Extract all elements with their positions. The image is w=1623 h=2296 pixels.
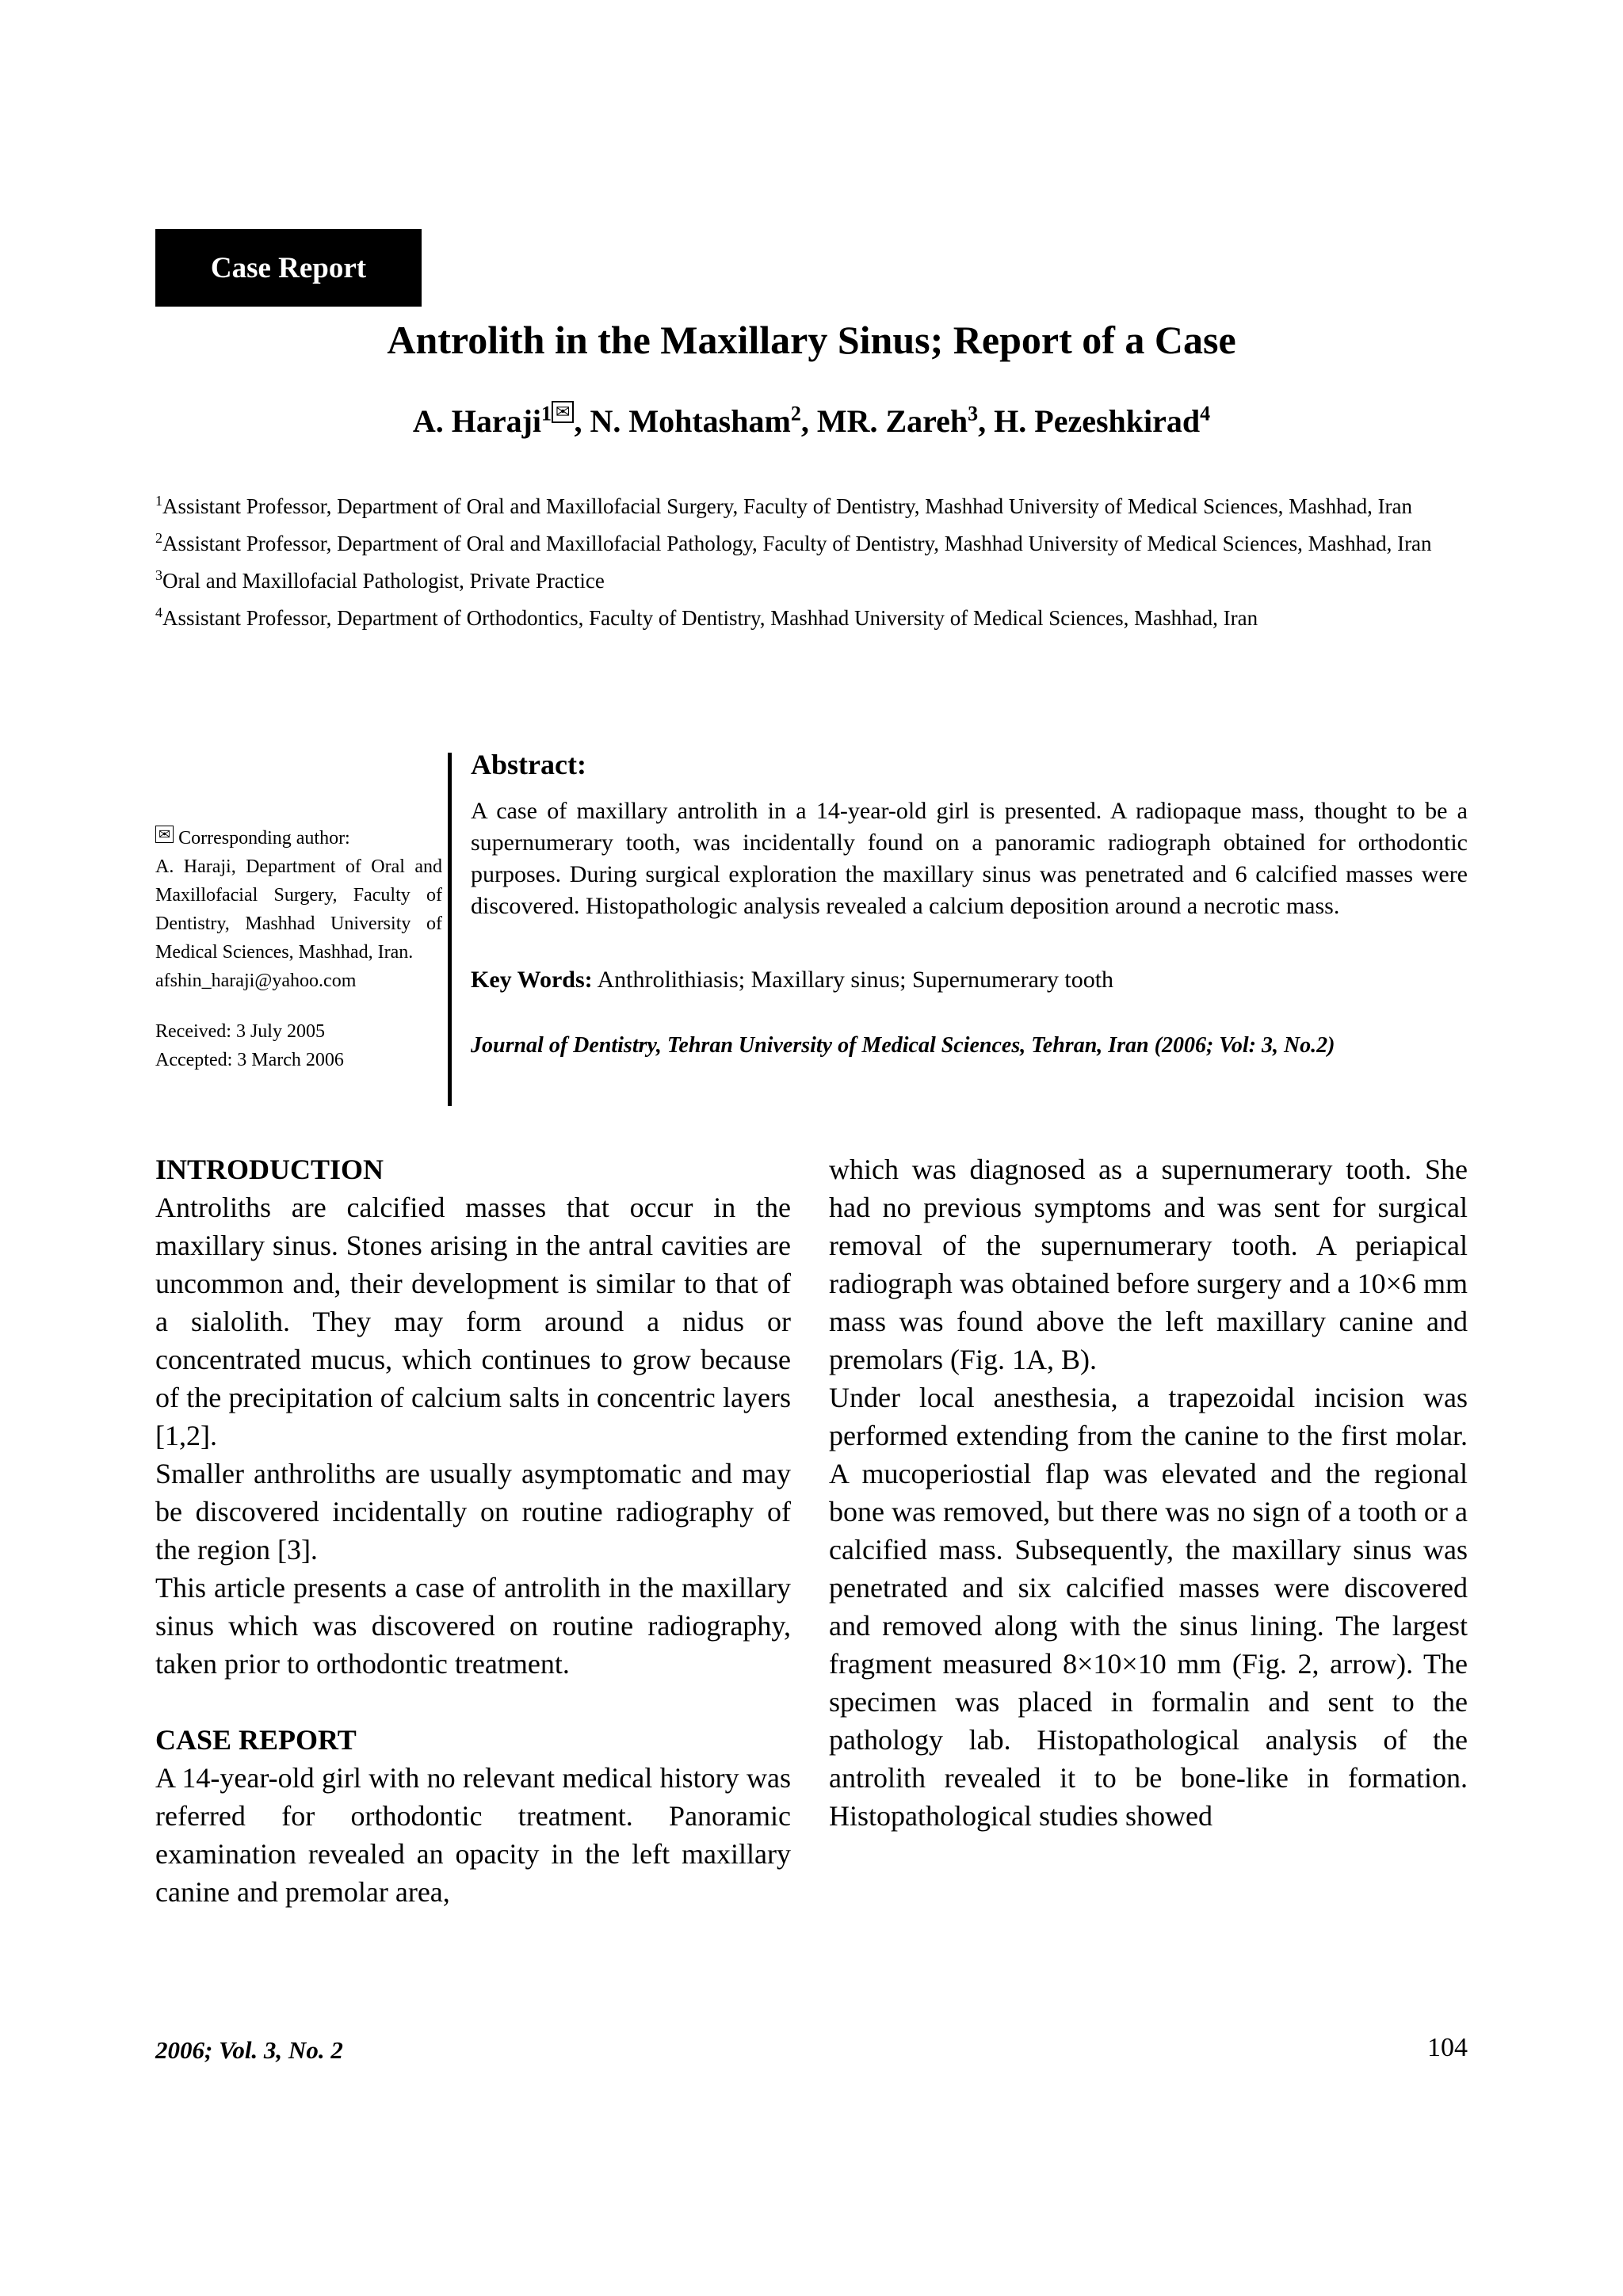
author-name: N. Mohtasham$^2$,: [590, 402, 817, 439]
journal-citation-line: Journal of Dentistry, Tehran University of Medical Sciences, Tehran, Iran (2006; Vol: 3, No.2): [471, 1033, 1335, 1058]
abstract-section: [471, 748, 1468, 1058]
introduction-paragraph: This article presents a case of antrolith in the maxillary sinus which was discovered on routine radiography, taken prior to orthodontic treatment.: [155, 1572, 791, 1680]
article-title: Antrolith in the Maxillary Sinus; Report of a Case: [387, 318, 1236, 362]
case-report-paragraph: which was diagnosed as a supernumerary tooth. She had no previous symptoms and was sent for surgical removal of the supernumerary tooth. A periapical radiograph was obtained before surgery and a 10×6 mm mass was found above the left maxillary canine and premolars (Fig. 1A, B).: [829, 1154, 1468, 1375]
introduction-heading: INTRODUCTION: [155, 1154, 384, 1185]
author-affiliation-marker: 1: [541, 402, 552, 425]
case-report-badge: Case Report: [155, 229, 422, 307]
case-report-heading: CASE REPORT: [155, 1724, 357, 1756]
keywords-label: Key Words:: [471, 967, 593, 993]
author-name: MR. Zareh$^3$,: [816, 402, 995, 439]
corresponding-author-label: ✉ Corresponding author:: [155, 824, 442, 852]
affiliations-block: [155, 485, 1468, 634]
author-name: H. Pezeshkirad$^4$: [994, 402, 1211, 439]
case-report-paragraph: A 14-year-old girl with no relevant medical history was referred for orthodontic treatment. Panoramic examination revealed an opacity in the left maxillary canine and premolar area,: [155, 1762, 791, 1908]
received-date: Received: 3 July 2005: [155, 1021, 325, 1042]
envelope-icon: ✉: [155, 826, 174, 843]
abstract-heading: Abstract:: [471, 749, 586, 780]
corresponding-author-block: [155, 824, 442, 1074]
corresponding-author-address: A. Haraji, Department of Oral and Maxillofacial Surgery, Faculty of Dentistry, Mashhad University of Medical Sciences, Mashhad, Iran.: [155, 856, 442, 963]
introduction-paragraph: Smaller anthroliths are usually asymptomatic and may be discovered incidentally on routine radiography of the region [3].: [155, 1458, 791, 1566]
author-name: A. Haraji$^1$ ✉ ,: [412, 402, 590, 439]
affiliation-entry: $^1$Assistant Professor, Department of Oral and Maxillofacial Surgery, Faculty of Dentistry, Mashhad University of Medical Sciences, Mashhad, Iran: [155, 493, 1413, 518]
author-affiliation-marker: 3: [968, 402, 979, 425]
keywords-list: Anthrolithiasis; Maxillary sinus; Supernumerary tooth: [592, 967, 1114, 993]
envelope-icon: ✉: [552, 401, 574, 423]
accepted-date: Accepted: 3 March 2006: [155, 1050, 344, 1070]
abstract-divider-rule: [448, 753, 452, 1106]
corresponding-author-email: afshin_haraji@yahoo.com: [155, 971, 357, 991]
footer-volume-info: 2006; Vol. 3, No. 2: [155, 2036, 343, 2064]
right-text-column: [829, 1150, 1468, 1835]
affiliation-entry: $^4$Assistant Professor, Department of Orthodontics, Faculty of Dentistry, Mashhad University of Medical Sciences, Mashhad, Iran: [155, 605, 1258, 630]
affiliation-entry: $^2$Assistant Professor, Department of Oral and Maxillofacial Pathology, Faculty of Dentistry, Mashhad University of Medical Sciences, Mashhad, Iran: [155, 530, 1432, 555]
author-affiliation-marker: 4: [1200, 402, 1211, 425]
affiliation-entry: $^3$Oral and Maxillofacial Pathologist, Private Practice: [155, 567, 605, 593]
author-byline: [155, 401, 1468, 440]
page-number: 104: [1427, 2033, 1468, 2062]
case-report-paragraph: Under local anesthesia, a trapezoidal incision was performed extending from the canine to the first molar. A mucoperiostial flap was elevated and the regional bone was removed, but there was no sign of a tooth or a calcified mass. Subsequently, the maxillary sinus was penetrated and six calcified masses were discovered and removed along with the sinus lining. The largest fragment measured 8×10×10 mm (Fig. 2, arrow). The specimen was placed in formalin and sent to the pathology lab. Histopathological analysis of the antrolith revealed it to be bone-like in formation. Histopathological studies showed: [829, 1382, 1468, 1832]
author-affiliation-marker: 2: [790, 402, 801, 425]
left-text-column: [155, 1150, 791, 1911]
keywords-line: [471, 967, 1468, 994]
abstract-body: A case of maxillary antrolith in a 14-year-old girl is presented. A radiopaque mass, thought to be a supernumerary tooth, was incidentally found on a panoramic radiograph obtained for orthodontic purposes. During surgical exploration the maxillary sinus was penetrated and 6 calcified masses were discovered. Histopathologic analysis revealed a calcium deposition around a necrotic mass.: [471, 798, 1468, 919]
introduction-paragraph: Antroliths are calcified masses that occur in the maxillary sinus. Stones arising in the antral cavities are uncommon and, their development is similar to that of a sialolith. They may form around a nidus or concentrated mucus, which continues to grow because of the precipitation of calcium salts in concentric layers [1,2].: [155, 1192, 791, 1451]
